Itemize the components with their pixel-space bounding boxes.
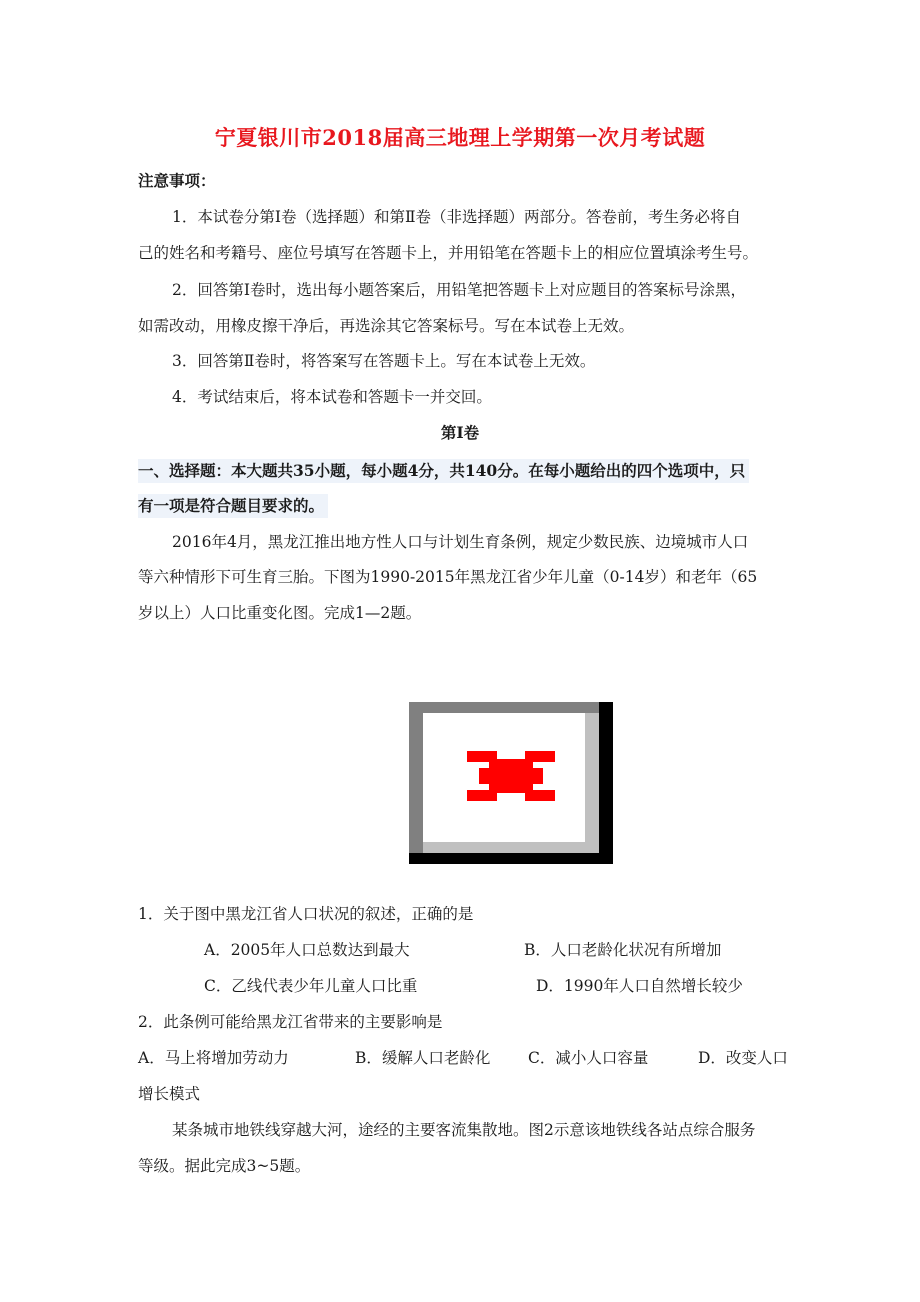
question-1-option-c: C．乙线代表少年儿童人口比重 — [204, 977, 418, 995]
question-2-option-d-wrap: 增长模式 — [138, 1085, 201, 1103]
notice-1-line-2: 己的姓名和考籍号、座位号填写在答题卡上，并用铅笔在答题卡上的相应位置填涂考生号。 — [138, 244, 759, 262]
passage-1-line-2: 等六种情形下可生育三胎。下图为1990-2015年黑龙江省少年儿童（0-14岁）和老年（65 — [138, 568, 758, 586]
part-title: 第Ⅰ卷 — [440, 423, 480, 442]
notice-4: 4．考试结束后，将本试卷和答题卡一并交回。 — [172, 388, 492, 406]
notice-1-line-1: 1．本试卷分第Ⅰ卷（选择题）和第Ⅱ卷（非选择题）两部分。答卷前，考生务必将自 — [172, 208, 742, 226]
question-1-option-a: A．2005年人口总数达到最大 — [204, 941, 410, 959]
question-2-option-c: C．减小人口容量 — [528, 1049, 649, 1067]
question-2-stem: 2．此条例可能给黑龙江省带来的主要影响是 — [138, 1013, 443, 1031]
notice-3: 3．回答第Ⅱ卷时，将答案写在答题卡上。写在本试卷上无效。 — [172, 352, 596, 370]
section-heading-line-1: 一、选择题：本大题共35小题，每小题4分，共140分。在每小题给出的四个选项中，只 — [138, 459, 749, 483]
notice-heading: 注意事项： — [138, 171, 216, 190]
question-2-option-a: A．马上将增加劳动力 — [138, 1049, 289, 1067]
page-title: 宁夏银川市2018届高三地理上学期第一次月考试题 — [214, 125, 706, 150]
question-1-option-b: B．人口老龄化状况有所增加 — [524, 941, 722, 959]
passage-2-line-1: 某条城市地铁线穿越大河，途经的主要客流集散地。图2示意该地铁线各站点综合服务 — [172, 1121, 756, 1139]
passage-2-line-2: 等级。据此完成3~5题。 — [138, 1157, 311, 1175]
question-1-stem: 1．关于图中黑龙江省人口状况的叙述，正确的是 — [138, 905, 474, 923]
question-1-option-d: D．1990年人口自然增长较少 — [536, 977, 743, 995]
passage-1-line-3: 岁以上）人口比重变化图。完成1—2题。 — [138, 604, 422, 622]
question-2-option-b: B．缓解人口老龄化 — [355, 1049, 491, 1067]
notice-2-line-2: 如需改动，用橡皮擦干净后，再选涂其它答案标号。写在本试卷上无效。 — [138, 317, 635, 335]
section-heading-line-2: 有一项是符合题目要求的。 — [138, 494, 328, 518]
question-2-option-d: D．改变人口 — [698, 1049, 788, 1067]
notice-2-line-1: 2．回答第Ⅰ卷时，选出每小题答案后，用铅笔把答题卡上对应题目的答案标号涂黑， — [172, 281, 746, 299]
broken-image-icon — [409, 702, 613, 864]
passage-1-line-1: 2016年4月，黑龙江推出地方性人口与计划生育条例，规定少数民族、边境城市人口 — [172, 533, 749, 551]
